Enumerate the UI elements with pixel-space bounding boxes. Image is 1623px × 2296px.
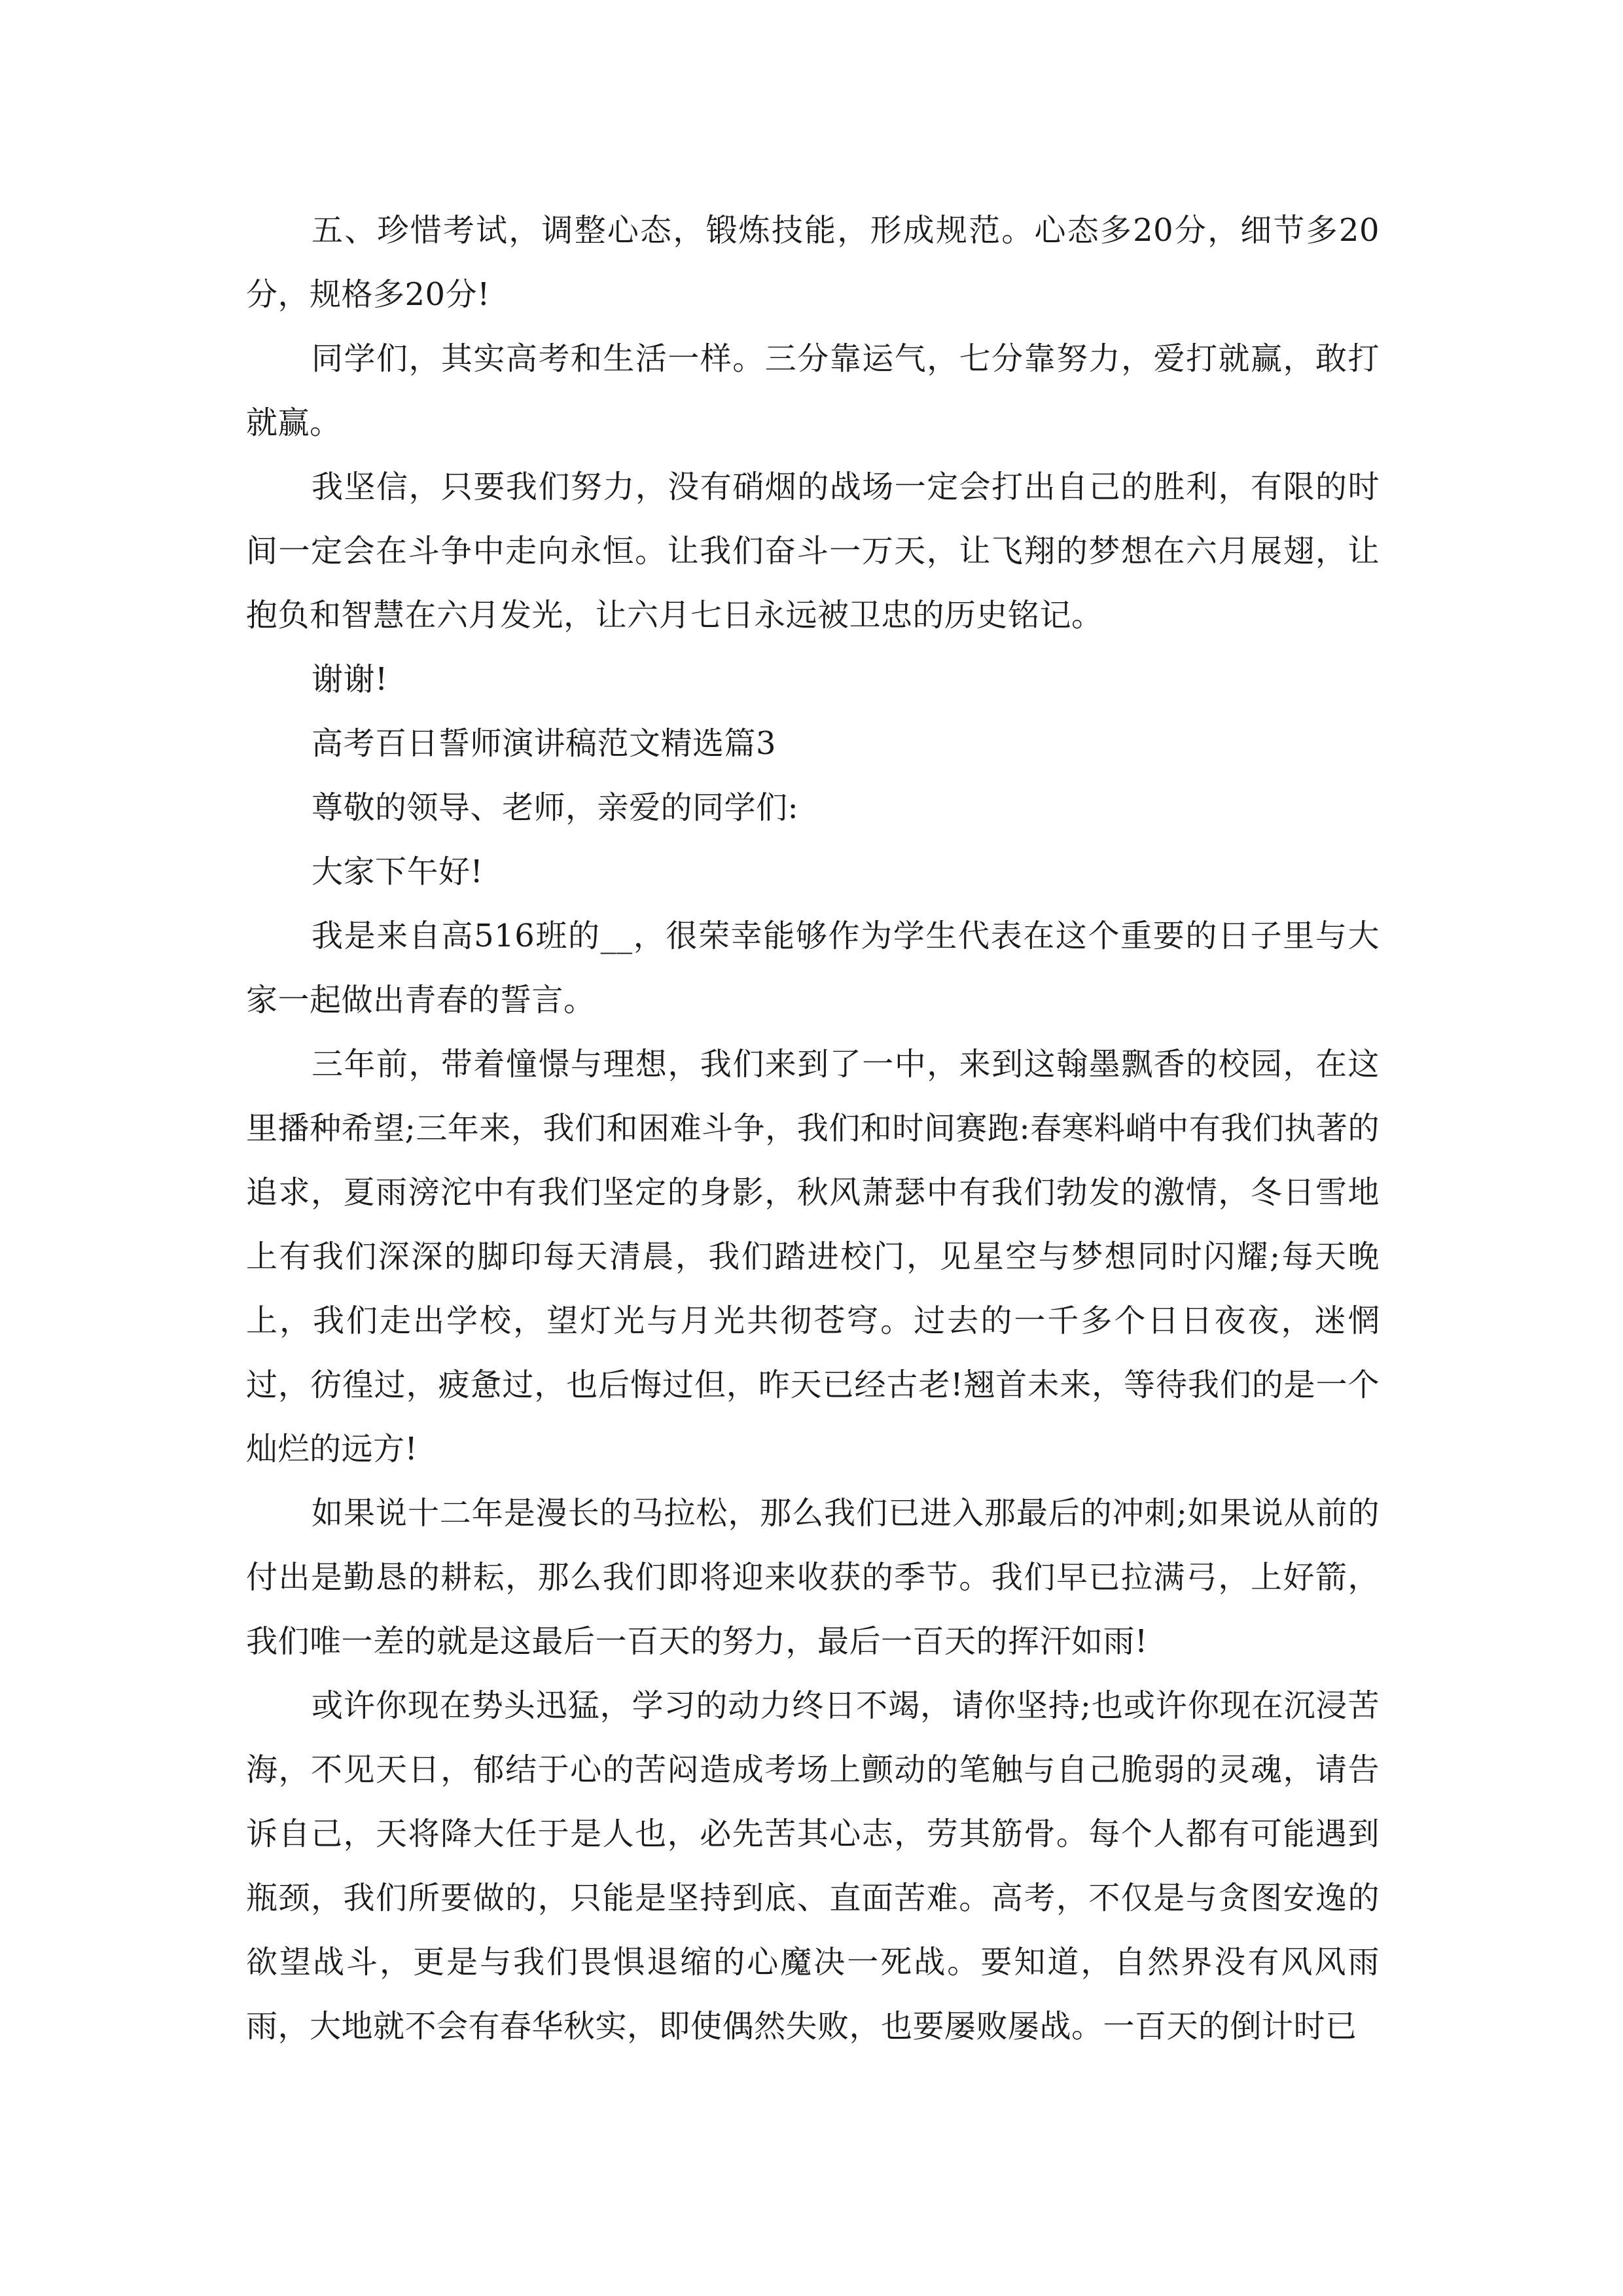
paragraph-thanks: 谢谢!	[312, 661, 388, 698]
paragraph-three-years: 三年前，带着憧憬与理想，我们来到了一中，来到这翰墨飘香的校园，在这里播种希望;三年来，我们和困难斗争，我们和时间赛跑:春寒料峭中有我们执著的追求，夏雨滂沱中有我们坚定的身影，秋风萧瑟中有我们勃发的激情，冬日雪地上有我们深深的脚印每天清晨，我们踏进校门，见星空与梦想同时闪耀;每天晚上，我们走出学校，望灯光与月光共彻苍穹。过去的一千多个日日夜夜，迷惘过，彷徨过，疲惫过，也后悔过但，昨天已经古老!翘首未来，等待我们的是一个灿烂的远方!	[246, 1046, 1380, 1467]
salutation: 尊敬的领导、老师，亲爱的同学们:	[312, 789, 799, 826]
document-body	[246, 198, 1380, 2058]
greeting: 大家下午好!	[312, 853, 484, 890]
paragraph-1: 五、珍惜考试，调整心态，锻炼技能，形成规范。心态多20分，细节多20分，规格多20分!	[246, 212, 1380, 313]
paragraph-3: 我坚信，只要我们努力，没有硝烟的战场一定会打出自己的胜利，有限的时间一定会在斗争中走向永恒。让我们奋斗一万天，让飞翔的梦想在六月展翅，让抱负和智慧在六月发光，让六月七日永远被卫忠的历史铭记。	[246, 469, 1380, 634]
paragraph-2: 同学们，其实高考和生活一样。三分靠运气，七分靠努力，爱打就赢，敢打就赢。	[246, 340, 1380, 441]
paragraph-intro: 我是来自高516班的__，很荣幸能够作为学生代表在这个重要的日子里与大家一起做出青春的誓言。	[246, 918, 1380, 1018]
paragraph-persist: 或许你现在势头迅猛，学习的动力终日不竭，请你坚持;也或许你现在沉浸苦海，不见天日，郁结于心的苦闷造成考场上颤动的笔触与自己脆弱的灵魂，请告诉自己，天将降大任于是人也，必先苦其心志，劳其筋骨。每个人都有可能遇到瓶颈，我们所要做的，只能是坚持到底、直面苦难。高考，不仅是与贪图安逸的欲望战斗，更是与我们畏惧退缩的心魔决一死战。要知道，自然界没有风风雨雨，大地就不会有春华秋实，即使偶然失败，也要屡败屡战。一百天的倒计时已	[246, 1687, 1380, 2045]
paragraph-marathon: 如果说十二年是漫长的马拉松，那么我们已进入那最后的冲刺;如果说从前的付出是勤恳的耕耘，那么我们即将迎来收获的季节。我们早已拉满弓，上好箭，我们唯一差的就是这最后一百天的努力，最后一百天的挥汗如雨!	[246, 1495, 1380, 1660]
section-heading: 高考百日誓师演讲稿范文精选篇3	[312, 725, 777, 762]
